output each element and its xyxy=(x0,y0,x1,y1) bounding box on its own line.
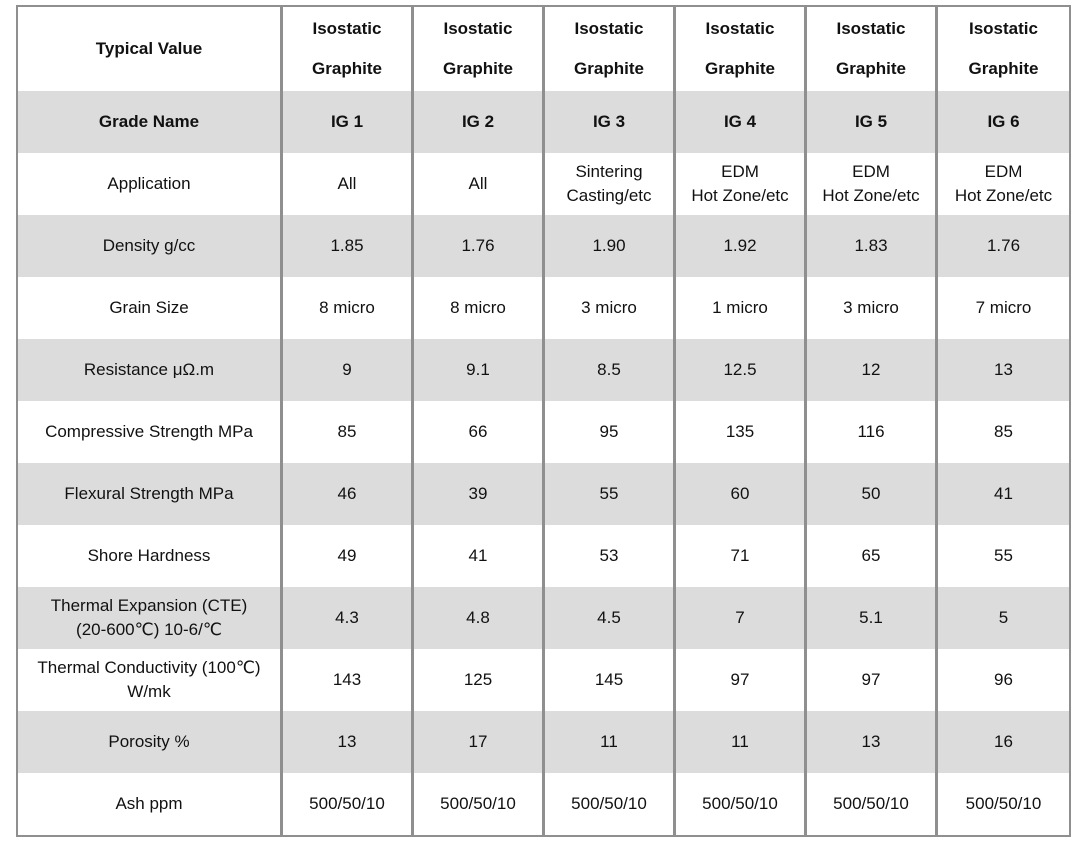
table-row xyxy=(18,339,1069,401)
table-row xyxy=(18,215,1069,277)
table-cell: 1.76 xyxy=(414,215,545,277)
table-cell: 39 xyxy=(414,463,545,525)
table-cell: 85 xyxy=(938,401,1069,463)
application-row xyxy=(18,153,1069,215)
table-cell: 4.5 xyxy=(545,587,676,649)
table-cell: 11 xyxy=(545,711,676,773)
table-cell: 97 xyxy=(676,649,807,711)
header-line2: Graphite xyxy=(836,59,906,78)
grade-row xyxy=(18,91,1069,153)
header-line2: Graphite xyxy=(312,59,382,78)
header-line1: Isostatic xyxy=(443,19,513,38)
row-label xyxy=(18,587,283,649)
cell-line1: Sintering xyxy=(575,162,643,181)
label-line2: W/mk xyxy=(127,682,171,701)
table-cell: 97 xyxy=(807,649,938,711)
table-cell: 7 xyxy=(676,587,807,649)
table-cell: 500/50/10 xyxy=(283,773,414,835)
row-label: Ash ppm xyxy=(18,773,283,835)
table-cell: 41 xyxy=(414,525,545,587)
cell-line1: EDM xyxy=(984,162,1023,181)
table-cell: 12 xyxy=(807,339,938,401)
grade-cell: IG 5 xyxy=(807,91,938,153)
header-cell xyxy=(807,7,938,91)
table-cell: 8.5 xyxy=(545,339,676,401)
table-cell: 12.5 xyxy=(676,339,807,401)
table-cell: 500/50/10 xyxy=(676,773,807,835)
table-cell: 135 xyxy=(676,401,807,463)
table-cell: 66 xyxy=(414,401,545,463)
cell-line1: EDM xyxy=(721,162,759,181)
header-corner: Typical Value xyxy=(18,7,283,91)
cell-line2: Casting/etc xyxy=(566,186,652,205)
table-cell: 13 xyxy=(807,711,938,773)
row-label: Flexural Strength MPa xyxy=(18,463,283,525)
table-cell: 13 xyxy=(938,339,1069,401)
row-label: Resistance μΩ.m xyxy=(18,339,283,401)
row-label: Porosity % xyxy=(18,711,283,773)
table-cell: 41 xyxy=(938,463,1069,525)
header-line1: Isostatic xyxy=(836,19,906,38)
table-cell xyxy=(807,153,938,215)
table-cell: 1.90 xyxy=(545,215,676,277)
table-cell: 9.1 xyxy=(414,339,545,401)
grade-cell: IG 6 xyxy=(938,91,1069,153)
table-cell: 500/50/10 xyxy=(545,773,676,835)
header-cell xyxy=(938,7,1069,91)
label-line1: Thermal Expansion (CTE) xyxy=(50,596,248,615)
table-cell: 46 xyxy=(283,463,414,525)
table-row xyxy=(18,277,1069,339)
table-cell: 125 xyxy=(414,649,545,711)
table-cell: 116 xyxy=(807,401,938,463)
table-row xyxy=(18,401,1069,463)
ash-row xyxy=(18,773,1069,835)
table-cell xyxy=(283,153,414,215)
header-cell xyxy=(283,7,414,91)
table-cell xyxy=(676,153,807,215)
table-cell: 5.1 xyxy=(807,587,938,649)
table-cell: 17 xyxy=(414,711,545,773)
table-cell: 500/50/10 xyxy=(807,773,938,835)
table-cell: 1 micro xyxy=(676,277,807,339)
graphite-spec-table xyxy=(16,5,1071,837)
table-cell: 11 xyxy=(676,711,807,773)
header-row xyxy=(18,7,1069,91)
row-label: Grain Size xyxy=(18,277,283,339)
table-cell: 1.83 xyxy=(807,215,938,277)
grade-cell: IG 3 xyxy=(545,91,676,153)
header-line1: Isostatic xyxy=(969,19,1038,38)
row-label: Compressive Strength MPa xyxy=(18,401,283,463)
table-cell: 3 micro xyxy=(545,277,676,339)
table-cell: 60 xyxy=(676,463,807,525)
header-cell xyxy=(545,7,676,91)
label-line2: (20-600℃) 10-6/℃ xyxy=(76,620,222,639)
table-cell: 85 xyxy=(283,401,414,463)
header-line2: Graphite xyxy=(705,59,775,78)
row-label: Application xyxy=(18,153,283,215)
porosity-row xyxy=(18,711,1069,773)
table-cell: 95 xyxy=(545,401,676,463)
table-cell: 1.92 xyxy=(676,215,807,277)
table-cell: 8 micro xyxy=(414,277,545,339)
grade-cell: IG 1 xyxy=(283,91,414,153)
grade-cell: IG 2 xyxy=(414,91,545,153)
header-cell xyxy=(676,7,807,91)
label-line1: Thermal Conductivity (100℃) xyxy=(37,658,261,677)
table-cell: 8 micro xyxy=(283,277,414,339)
table-cell: 71 xyxy=(676,525,807,587)
table-cell: 1.85 xyxy=(283,215,414,277)
table-cell xyxy=(414,153,545,215)
cell-line1: EDM xyxy=(852,162,890,181)
table-cell xyxy=(545,153,676,215)
row-label: Grade Name xyxy=(18,91,283,153)
table-cell: 50 xyxy=(807,463,938,525)
table-cell: 53 xyxy=(545,525,676,587)
header-line2: Graphite xyxy=(574,59,644,78)
table-cell: 13 xyxy=(283,711,414,773)
table-cell: 9 xyxy=(283,339,414,401)
header-line2: Graphite xyxy=(443,59,513,78)
table-cell: 49 xyxy=(283,525,414,587)
table-cell: 500/50/10 xyxy=(938,773,1069,835)
header-line2: Graphite xyxy=(968,59,1039,78)
table-cell: 96 xyxy=(938,649,1069,711)
header-line1: Isostatic xyxy=(574,19,644,38)
grade-cell: IG 4 xyxy=(676,91,807,153)
table-cell: 16 xyxy=(938,711,1069,773)
table-cell: 4.3 xyxy=(283,587,414,649)
header-cell xyxy=(414,7,545,91)
table-cell: 65 xyxy=(807,525,938,587)
cell-line1: All xyxy=(337,174,357,193)
table-cell: 3 micro xyxy=(807,277,938,339)
table-cell: 1.76 xyxy=(938,215,1069,277)
table-row xyxy=(18,525,1069,587)
table-cell: 143 xyxy=(283,649,414,711)
header-line1: Isostatic xyxy=(312,19,382,38)
row-label xyxy=(18,649,283,711)
table-cell: 145 xyxy=(545,649,676,711)
cte-row xyxy=(18,587,1069,649)
table-cell: 4.8 xyxy=(414,587,545,649)
row-label: Shore Hardness xyxy=(18,525,283,587)
cell-line2: Hot Zone/etc xyxy=(691,186,789,205)
table-cell: 55 xyxy=(938,525,1069,587)
header-line1: Isostatic xyxy=(705,19,775,38)
conductivity-row xyxy=(18,649,1069,711)
row-label: Density g/cc xyxy=(18,215,283,277)
cell-line2: Hot Zone/etc xyxy=(954,186,1053,205)
table-cell: 500/50/10 xyxy=(414,773,545,835)
table-row xyxy=(18,463,1069,525)
table-cell: 55 xyxy=(545,463,676,525)
cell-line2: Hot Zone/etc xyxy=(822,186,920,205)
table-cell xyxy=(938,153,1069,215)
cell-line1: All xyxy=(468,174,488,193)
table-cell: 5 xyxy=(938,587,1069,649)
table-cell: 7 micro xyxy=(938,277,1069,339)
